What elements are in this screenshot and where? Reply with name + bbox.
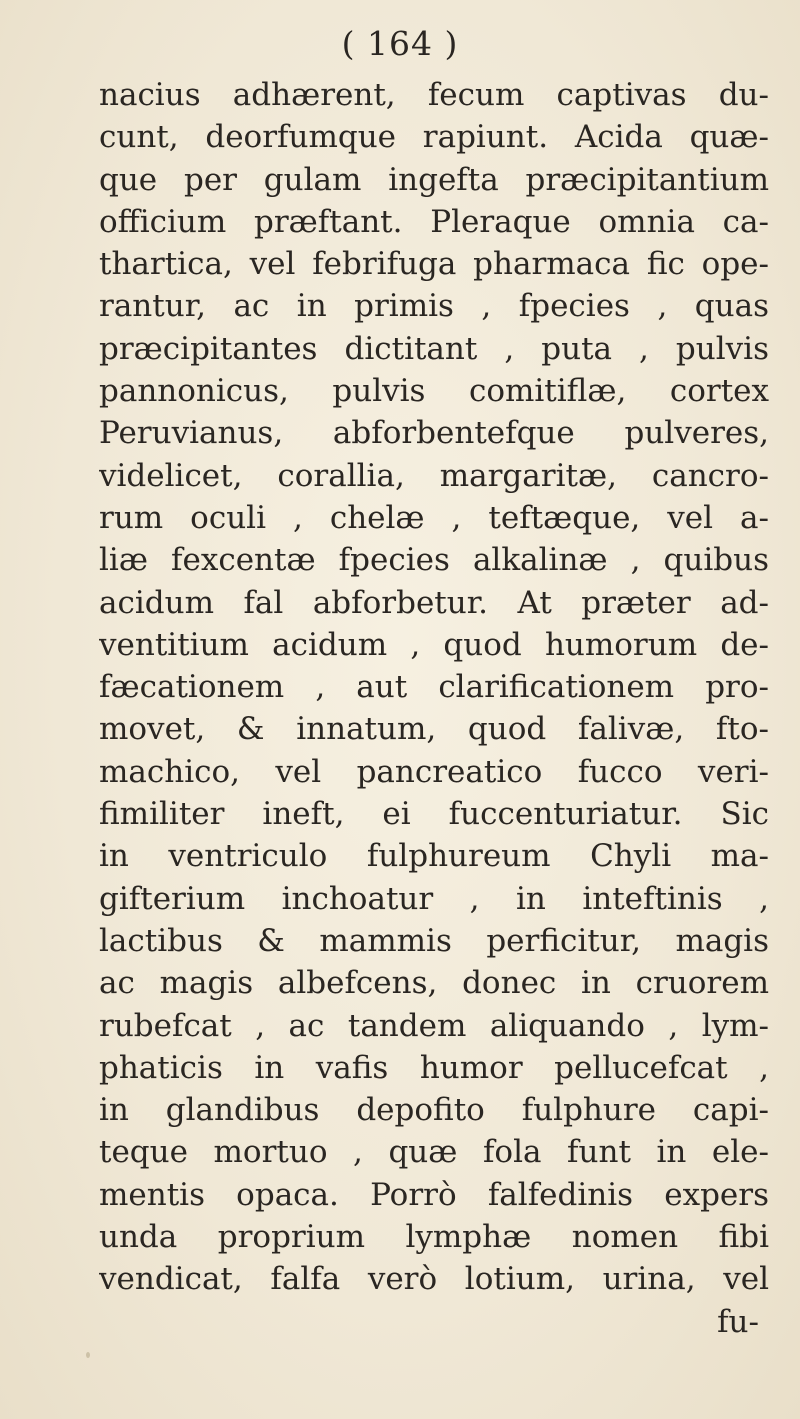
text-line: ac magis albefcens, donec in cruorem — [99, 965, 769, 1002]
text-line: cunt, deorfumque rapiunt. Acida quæ- — [99, 119, 769, 156]
text-line: rum oculi , chelæ , teftæque, vel a- — [99, 499, 769, 536]
text-line: liæ fexcentæ fpecies alkalinæ , quibus — [99, 542, 769, 579]
text-line: ventitium acidum , quod humorum de- — [99, 626, 769, 663]
text-line: videlicet, corallia, margaritæ, cancro- — [99, 457, 769, 494]
text-line: in ventriculo fulphureum Chyli ma- — [99, 838, 769, 875]
text-line: machico, vel pancreatico fucco veri- — [99, 753, 769, 790]
text-line: unda proprium lymphæ nomen fibi — [99, 1219, 769, 1256]
text-line: rantur, ac in primis , fpecies , quas — [99, 288, 769, 325]
page-number: ( 164 ) — [341, 24, 459, 63]
text-line: officium præftant. Pleraque omnia ca- — [99, 203, 769, 240]
text-line: thartica, vel febrifuga pharmaca fic ope- — [99, 246, 769, 283]
text-line: acidum fal abforbetur. At præter ad- — [99, 584, 769, 621]
ink-smudge — [86, 1352, 90, 1358]
text-line: præcipitantes dictitant , puta , pulvis — [99, 330, 769, 367]
text-line: Peruvianus, abforbentefque pulveres, — [99, 415, 769, 452]
body-text — [99, 74, 769, 1343]
text-line: gifterium inchoatur , in inteftinis , — [99, 880, 769, 917]
text-line: rubefcat , ac tandem aliquando , lym- — [99, 1007, 769, 1044]
text-line: in glandibus depofito fulphure capi- — [99, 1092, 769, 1129]
text-line: nacius adhærent, fecum captivas du- — [99, 77, 769, 113]
text-line: que per gulam ingefta præcipitantium — [99, 161, 769, 198]
text-line: vendicat, falfa verò lotium, urina, vel — [99, 1261, 769, 1298]
catchword: fu- — [717, 1303, 759, 1340]
text-line: teque mortuo , quæ fola funt in ele- — [99, 1134, 769, 1171]
text-line: phaticis in vafis humor pellucefcat , — [99, 1049, 769, 1086]
text-line: lactibus & mammis perficitur, magis — [99, 922, 769, 959]
text-line: pannonicus, pulvis comitiflæ, cortex — [99, 373, 769, 410]
text-line: movet, & innatum, quod falivæ, fto- — [99, 711, 769, 748]
text-line: fæcationem , aut clarificationem pro- — [99, 669, 769, 706]
text-line: fimiliter ineft, ei fuccenturiatur. Sic — [99, 796, 769, 833]
text-line: mentis opaca. Porrò falfedinis expers — [99, 1176, 769, 1213]
